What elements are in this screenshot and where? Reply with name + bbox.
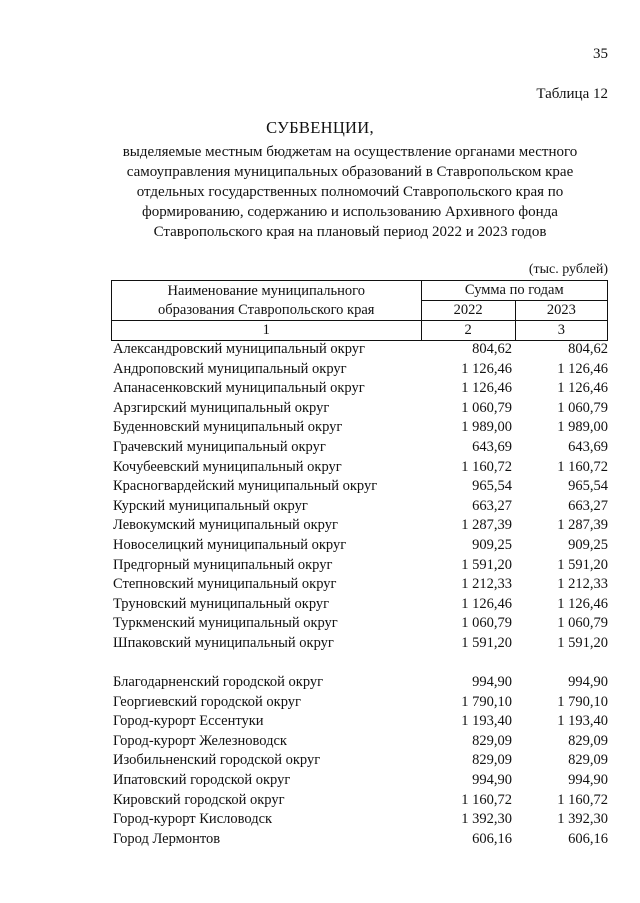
row-name: Труновский муниципальный округ [113,595,330,612]
row-name: Ипатовский городской округ [113,772,291,789]
subtitle-line: формированию, содержанию и использованию Архивного фонда [142,204,558,220]
row-name: Город Лермонтов [113,830,221,847]
table-row [113,595,608,615]
header-year-2022: 2022 [421,301,515,321]
row-name: Кировский городской округ [113,791,285,808]
row-value-2023: 1 790,10 [557,693,608,710]
row-value-2022: 606,16 [472,830,512,847]
row-value-2023: 829,09 [568,732,608,749]
table-row [113,556,608,576]
row-name: Александровский муниципальный округ [113,341,365,357]
table-header [111,280,608,341]
subtitle-line: самоуправления муниципальных образований в Ставропольском крае [126,164,574,180]
row-name: Новоселицкий муниципальный округ [113,536,347,553]
row-value-2023: 1 126,46 [557,360,608,377]
header-year-2023: 2023 [515,301,607,321]
row-value-2023: 804,62 [568,341,608,357]
row-value-2022: 1 989,00 [461,419,512,436]
header-col-number: 3 [515,321,607,341]
row-value-2022: 1 060,79 [461,399,512,416]
row-value-2022: 1 790,10 [461,693,512,710]
table-row [113,536,608,556]
row-name: Благодарненский городской округ [113,674,324,691]
row-value-2023: 643,69 [568,438,608,455]
row-name: Левокумский муниципальный округ [113,517,338,534]
table-row [113,810,608,830]
table-body [113,340,608,849]
row-value-2023: 1 126,46 [557,380,608,397]
row-name: Красногвардейский муниципальный округ [113,478,378,495]
table-row [113,575,608,595]
row-value-2023: 1 212,33 [557,576,608,593]
table-row [113,458,608,478]
row-name: Город-курорт Железноводск [113,732,287,749]
table-row [113,399,608,419]
row-value-2022: 965,54 [472,478,512,495]
row-value-2023: 994,90 [568,772,608,789]
row-value-2023: 1 060,79 [557,399,608,416]
table-row [113,497,608,517]
row-value-2023: 1 591,20 [557,634,608,651]
row-value-2022: 1 160,72 [461,791,512,808]
table-spacer-row [113,654,608,674]
row-value-2023: 965,54 [568,478,608,495]
row-value-2022: 994,90 [472,772,512,789]
row-name: Город-курорт Кисловодск [113,811,273,828]
header-name-line: образования Ставропольского края [158,301,375,318]
row-value-2022: 1 126,46 [461,380,512,397]
table-row [113,830,608,850]
row-value-2022: 1 126,46 [461,595,512,612]
row-value-2022: 1 160,72 [461,458,512,475]
row-value-2023: 1 392,30 [557,811,608,828]
row-value-2022: 1 212,33 [461,576,512,593]
document-title: СУБВЕНЦИИ, [266,118,374,137]
header-name-cell [112,281,422,321]
row-value-2023: 606,16 [568,830,608,847]
table-row [113,712,608,732]
row-name: Город-курорт Ессентуки [113,713,264,730]
row-value-2022: 829,09 [472,732,512,749]
row-value-2022: 1 287,39 [461,517,512,534]
row-name: Изобильненский городской округ [113,752,321,769]
header-name-line: Наименование муниципального [167,282,365,299]
row-name: Курский муниципальный округ [113,497,308,514]
row-value-2023: 1 060,79 [557,615,608,632]
row-value-2023: 909,25 [568,536,608,553]
table-row [113,634,608,654]
header-col-number: 2 [421,321,515,341]
row-name: Туркменский муниципальный округ [113,615,338,632]
table-row [113,438,608,458]
row-value-2023: 1 193,40 [557,713,608,730]
row-value-2022: 994,90 [472,674,512,691]
table-row [113,771,608,791]
row-name: Грачевский муниципальный округ [113,438,326,455]
row-value-2022: 1 193,40 [461,713,512,730]
subtitle-line: Ставропольского края на плановый период 2022 и 2023 годов [153,224,547,240]
row-value-2023: 829,09 [568,752,608,769]
table-row [113,516,608,536]
table-row [113,418,608,438]
header-col-number: 1 [112,321,422,341]
row-value-2023: 1 989,00 [557,419,608,436]
row-value-2022: 1 591,20 [461,556,512,573]
row-name: Арзгирский муниципальный округ [113,399,330,416]
row-name: Георгиевский городской округ [113,693,301,710]
row-value-2022: 909,25 [472,536,512,553]
units-note: (тыс. рублей) [528,262,608,277]
table-row [113,693,608,713]
table-row [113,379,608,399]
row-value-2023: 1 160,72 [557,458,608,475]
table-row [113,751,608,771]
row-name: Апанасенковский муниципальный округ [113,380,365,397]
table-row [113,614,608,634]
row-value-2023: 663,27 [568,497,608,514]
row-name: Предгорный муниципальный округ [113,556,333,573]
row-name: Буденновский муниципальный округ [113,419,343,436]
table-row [113,360,608,380]
row-value-2022: 1 060,79 [461,615,512,632]
row-value-2022: 1 126,46 [461,360,512,377]
subtitle-line: выделяемые местным бюджетам на осуществление органами местного [122,144,578,160]
row-value-2022: 804,62 [472,341,512,357]
table-label: Таблица 12 [536,86,608,102]
row-value-2023: 1 160,72 [557,791,608,808]
row-value-2022: 643,69 [472,438,512,455]
row-name: Кочубеевский муниципальный округ [113,458,342,475]
header-sum-cell: Сумма по годам [421,281,607,301]
row-value-2022: 829,09 [472,752,512,769]
row-value-2023: 994,90 [568,674,608,691]
row-value-2022: 1 392,30 [461,811,512,828]
row-name: Степновский муниципальный округ [113,576,337,593]
row-value-2023: 1 287,39 [557,517,608,534]
row-name: Андроповский муниципальный округ [113,360,347,377]
table-row [113,340,608,360]
table-row [113,791,608,811]
document-subtitle [100,142,600,242]
row-value-2023: 1 126,46 [557,595,608,612]
page-number: 35 [593,46,608,62]
row-name: Шпаковский муниципальный округ [113,634,334,651]
row-value-2023: 1 591,20 [557,556,608,573]
table-row [113,673,608,693]
row-value-2022: 663,27 [472,497,512,514]
row-value-2022: 1 591,20 [461,634,512,651]
table-row [113,477,608,497]
table-row [113,732,608,752]
subtitle-line: отдельных государственных полномочий Ставропольского края по [136,184,564,200]
